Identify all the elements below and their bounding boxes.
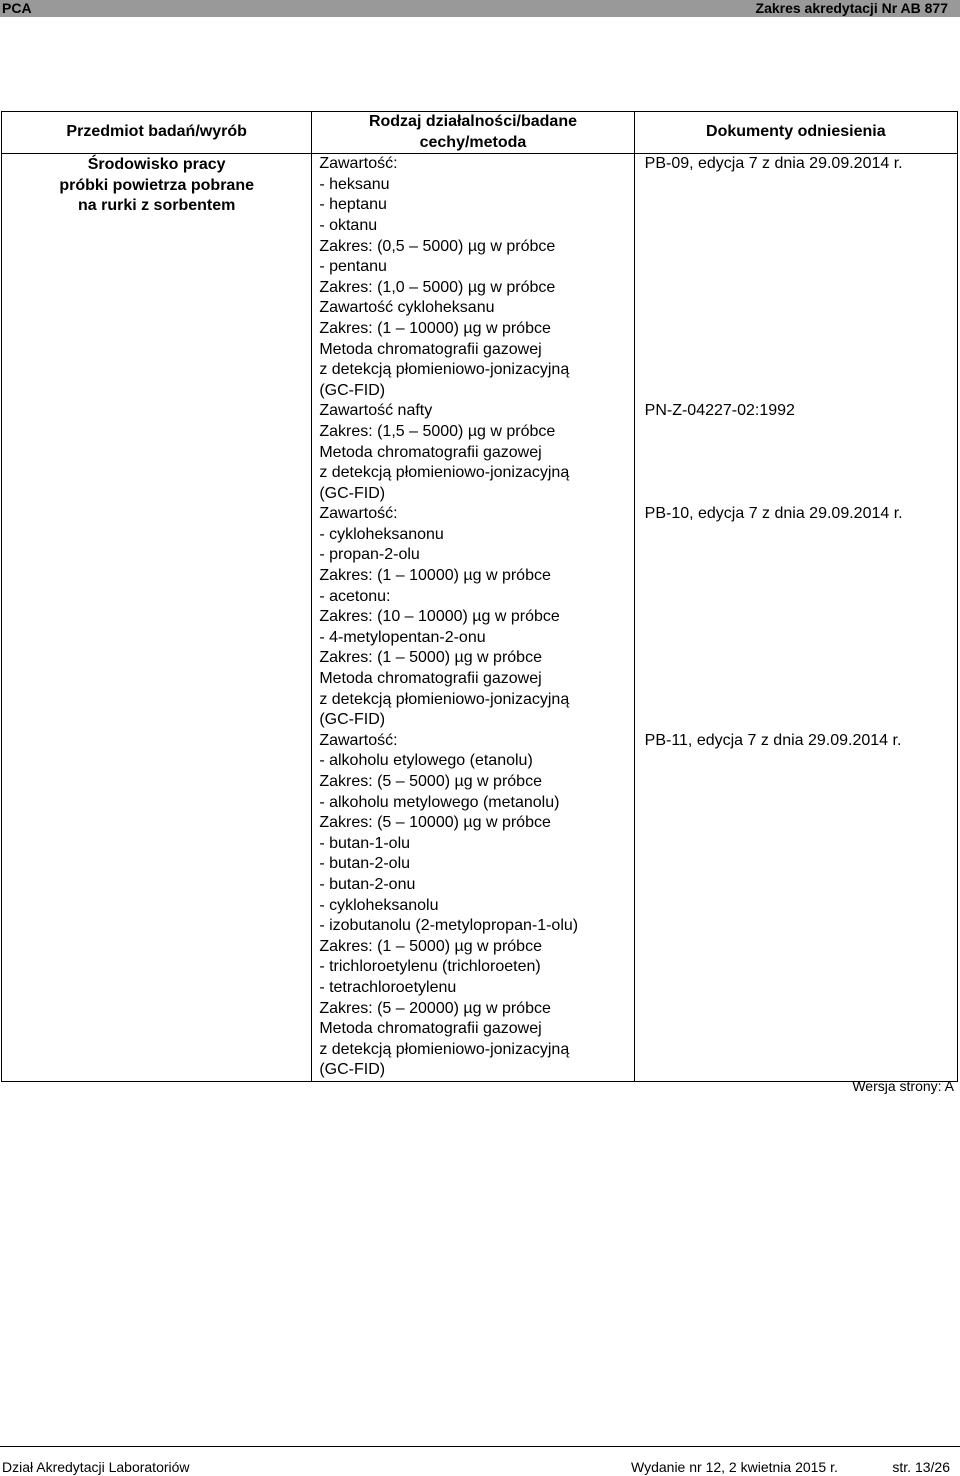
page-footer [0, 1446, 960, 1476]
method-line: - butan-2-olu [319, 855, 411, 873]
method-line: (GC-FID) [319, 1061, 386, 1079]
method-line: - butan-1-olu [319, 834, 411, 852]
method-line: Zawartość: [319, 731, 398, 749]
footer-edition: Wydanie nr 12, 2 kwietnia 2015 r. [631, 1459, 838, 1475]
docs-cell [634, 154, 957, 1082]
method-line: - tetrachloroetylenu [319, 978, 457, 996]
method-line: - butan-2-onu [319, 875, 416, 893]
subject-line: na rurki z sorbentem [77, 197, 236, 215]
footer-department: Dział Akredytacji Laboratoriów [2, 1459, 190, 1475]
method-line: z detekcją płomieniowo-jonizacyjną [319, 1040, 570, 1058]
method-line: (GC-FID) [319, 484, 386, 502]
header-scope-title: Zakres akredytacji Nr AB 877 [755, 0, 948, 16]
method-line: Zawartość: [319, 155, 398, 173]
page-header [0, 0, 960, 17]
method-line: Zakres: (1,0 ‒ 5000) µg w próbce [319, 278, 556, 296]
method-line: Zakres: (5 ‒ 5000) µg w próbce [319, 773, 542, 790]
method-line: Zakres: (1 ‒ 10000) µg w próbce [319, 567, 551, 585]
footer-page-number: str. 13/26 [892, 1459, 950, 1475]
method-line: Zawartość: [319, 505, 398, 523]
method-line: - acetonu: [319, 587, 391, 605]
method-line: Metoda chromatografii gazowej [319, 340, 542, 358]
method-line: z detekcją płomieniowo-jonizacyjną [319, 464, 570, 482]
method-line: Zakres: (5 ‒ 10000) µg w próbce [319, 814, 551, 832]
method-line: - cykloheksanolu [319, 896, 439, 914]
method-line: - alkoholu etylowego (etanolu) [319, 752, 533, 770]
method-line: (GC-FID) [319, 381, 386, 399]
method-line: - heksanu [319, 175, 390, 193]
accreditation-table [1, 111, 958, 1082]
method-line: - pentanu [319, 258, 387, 276]
header-subject: Przedmiot badań/wyrób [2, 112, 312, 154]
method-line: Metoda chromatografii gazowej [319, 670, 542, 688]
method-line: Zakres: (5 ‒ 20000) µg w próbce [319, 999, 551, 1017]
method-line: - heptanu [319, 196, 387, 214]
method-line: - izobutanolu (2-metylopropan-1-olu) [319, 917, 579, 935]
method-line: Zakres: (10 ‒ 10000) µg w próbce [319, 608, 560, 626]
subject-cell [2, 154, 312, 1082]
reference-doc: PB-10, edycja 7 z dnia 29.09.2014 r. [644, 505, 903, 523]
page-version: Wersja strony: A [852, 1078, 954, 1094]
method-line: Zawartość nafty [319, 402, 433, 420]
reference-doc: PB-09, edycja 7 z dnia 29.09.2014 r. [644, 155, 903, 173]
method-line: - propan-2-olu [319, 546, 420, 564]
method-line: - cykloheksanonu [319, 525, 444, 543]
method-line: (GC-FID) [319, 711, 386, 729]
header-docs: Dokumenty odniesienia [634, 112, 957, 154]
footer-divider [0, 1446, 960, 1447]
header-method: Rodzaj działalności/badane cechy/metoda [312, 112, 634, 154]
method-line: - 4-metylopentan-2-onu [319, 628, 486, 646]
reference-doc: PN-Z-04227-02:1992 [644, 402, 795, 420]
header-org: PCA [2, 0, 32, 16]
method-line: Zakres: (0,5 ‒ 5000) µg w próbce [319, 237, 556, 255]
method-line: Metoda chromatografii gazowej [319, 443, 542, 461]
method-line: Zakres: (1 ‒ 5000) µg w próbce [319, 649, 542, 667]
method-line: z detekcją płomieniowo-jonizacyjną [319, 361, 570, 379]
method-line: Zakres: (1,5 ‒ 5000) µg w próbce [319, 422, 556, 440]
reference-doc: PB-11, edycja 7 z dnia 29.09.2014 r. [644, 731, 902, 749]
subject-line: Środowisko pracy [87, 156, 226, 174]
method-line: Metoda chromatografii gazowej [319, 1020, 542, 1038]
method-line: Zakres: (1 ‒ 10000) µg w próbce [319, 319, 551, 337]
method-line: - oktanu [319, 216, 378, 234]
method-line: Zakres: (1 ‒ 5000) µg w próbce [319, 937, 542, 955]
method-line: z detekcją płomieniowo-jonizacyjną [319, 690, 570, 708]
method-line: - alkoholu metylowego (metanolu) [319, 793, 560, 811]
method-line: Zawartość cykloheksanu [319, 299, 495, 317]
method-cell [312, 154, 634, 1082]
subject-line: próbki powietrza pobrane [59, 176, 254, 194]
table-header-row [2, 112, 958, 154]
method-line: - trichloroetylenu (trichloroeten) [319, 958, 541, 976]
table-row [2, 154, 958, 1082]
